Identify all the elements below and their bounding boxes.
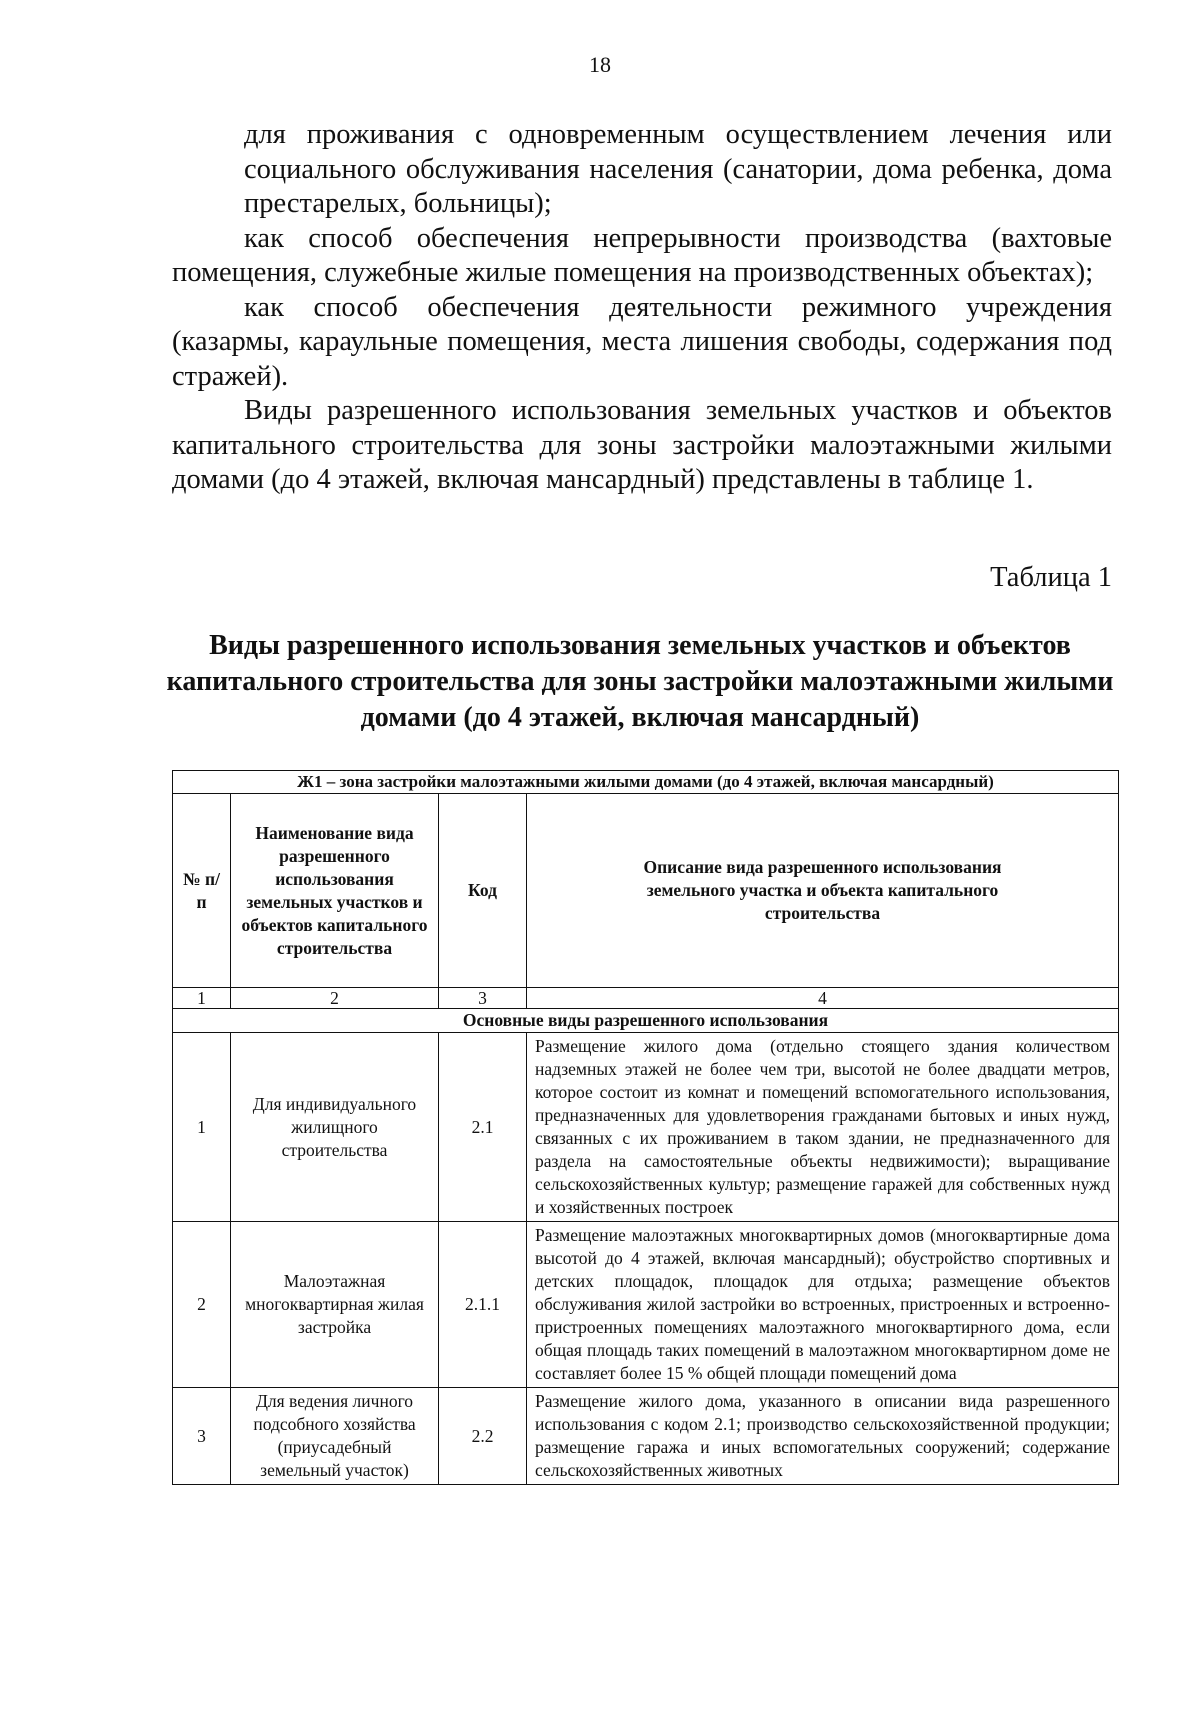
- paragraph: как способ обеспечения непрерывности производства (вахтовые помещения, служебные жилые помещения на производственных объектах);: [172, 222, 1112, 288]
- column-number: 4: [527, 988, 1119, 1009]
- table-title: Виды разрешенного использования земельных участков и объектов капитального строительства для зоны застройки малоэтажными жилыми домами (до 4 этажей, включая мансардный): [166, 630, 1114, 733]
- paragraph: как способ обеспечения деятельности режимного учреждения (казармы, караульные помещения, места лишения свободы, содержания под стражей).: [172, 291, 1112, 392]
- row-number: 1: [173, 1033, 231, 1222]
- row-description: Размещение жилого дома (отдельно стоящего здания количеством надземных этажей не более чем три, высотой не более двадцати метров, которое состоит из комнат и помещений вспомогательного использования, предназначенных для удовлетворения гражданами бытовых и иных нужд, связанных с их проживанием в таком здании, не предназначенного для раздела на самостоятельные объекты недвижимости); выращивание сельскохозяйственных культур; размещение гаражей для собственных нужд и хозяйственных построек: [527, 1033, 1119, 1222]
- paragraph: Виды разрешенного использования земельных участков и объектов капитального строительства для зоны застройки малоэтажными жилыми домами (до 4 этажей, включая мансардный) представлены в таблице 1.: [172, 395, 1112, 495]
- table-row: [173, 1033, 1119, 1222]
- row-number: 3: [173, 1388, 231, 1485]
- row-description: Размещение малоэтажных многоквартирных домов (многоквартирные дома высотой до 4 этажей, включая мансардный); обустройство спортивных и детских площадок, площадок для отдыха; размещение объектов обслуживания жилой застройки во встроенных, пристроенных и встроенно-пристроенных помещениях малоэтажного многоквартирного дома, если общая площадь таких помещений в малоэтажном многоквартирном доме не составляет более 15 % общей площади помещений дома: [527, 1222, 1119, 1388]
- row-code: 2.1: [439, 1033, 527, 1222]
- row-code: 2.1.1: [439, 1222, 527, 1388]
- column-header-code: Код: [439, 794, 527, 988]
- table-row: [173, 1388, 1119, 1485]
- column-number-row: [173, 988, 1119, 1009]
- paragraph: для проживания с одновременным осуществлением лечения или социального обслуживания населения (санатории, дома ребенка, дома престарелых, больницы);: [244, 119, 1112, 219]
- column-header-row: [173, 794, 1119, 988]
- column-number: 1: [173, 988, 231, 1009]
- column-header-number: № п/п: [173, 794, 231, 988]
- column-header-description: Описание вида разрешенного использования земельного участка и объекта капитального строительства: [527, 794, 1119, 988]
- row-description: Размещение жилого дома, указанного в описании вида разрешенного использования с кодом 2.1; производство сельскохозяйственной продукции; размещение гаража и иных вспомогательных сооружений; содержание сельскохозяйственных животных: [527, 1388, 1119, 1485]
- page-number: 18: [589, 52, 611, 77]
- body-text: [172, 118, 1112, 498]
- column-number: 2: [231, 988, 439, 1009]
- row-code: 2.2: [439, 1388, 527, 1485]
- zone-table: [172, 770, 1119, 1485]
- row-name: Для ведения личного подсобного хозяйства (приусадебный земельный участок): [231, 1388, 439, 1485]
- column-header-name: Наименование вида разрешенного использования земельных участков и объектов капитального строительства: [231, 794, 439, 988]
- zone-header: Ж1 – зона застройки малоэтажными жилыми домами (до 4 этажей, включая мансардный): [173, 771, 1119, 794]
- column-number: 3: [439, 988, 527, 1009]
- row-name: Для индивидуального жилищного строительства: [231, 1033, 439, 1222]
- section-row: [173, 1009, 1119, 1033]
- row-name: Малоэтажная многоквартирная жилая застройка: [231, 1222, 439, 1388]
- zone-header-row: [173, 771, 1119, 794]
- table-label: Таблица 1: [990, 562, 1112, 593]
- row-number: 2: [173, 1222, 231, 1388]
- section-title: Основные виды разрешенного использования: [173, 1009, 1119, 1033]
- table-row: [173, 1222, 1119, 1388]
